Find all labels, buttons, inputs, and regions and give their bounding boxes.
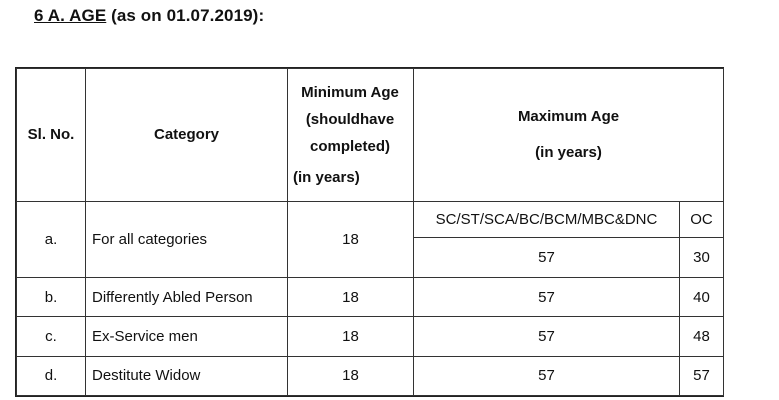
row-sl: b. [17,278,86,317]
header-min-age-line1: Minimum Age [301,83,399,101]
header-minimum-age [288,69,414,202]
header-min-age-unit: (in years) [293,168,360,186]
row-category: Destitute Widow [86,356,288,395]
table-row [17,317,724,356]
date-note: (as on 01.07.2019): [111,6,265,25]
header-min-age-line2: (shouldhave [305,110,395,128]
row-min-age: 18 [288,201,414,277]
row-category: Ex-Service men [86,317,288,356]
row-max-reserved: 57 [414,356,680,395]
row-max-oc: 57 [680,356,724,395]
row-min-age: 18 [288,317,414,356]
age-limit-table [16,68,724,396]
row-min-age: 18 [288,278,414,317]
section-title: 6 A. AGE [34,6,107,25]
row-max-oc: 30 [680,238,724,278]
row-max-reserved: 57 [414,238,680,278]
row-sl: a. [17,201,86,277]
row-category: Differently Abled Person [86,278,288,317]
row-max-oc: 40 [680,278,724,317]
subheader-oc: OC [680,201,724,237]
row-max-reserved: 57 [414,278,680,317]
header-max-age-title: Maximum Age [517,107,620,125]
table-row [17,278,724,317]
subheader-reserved-categories: SC/ST/SCA/BC/BCM/MBC&DNC [414,201,680,237]
row-min-age: 18 [288,356,414,395]
row-sl: d. [17,356,86,395]
header-sl-no: Sl. No. [17,69,86,202]
header-row [17,69,724,202]
row-category: For all categories [86,201,288,277]
header-max-age-unit: (in years) [535,143,602,161]
row-max-oc: 48 [680,317,724,356]
table-row [17,356,724,395]
header-min-age-line3: completed) [309,137,390,155]
header-category: Category [86,69,288,202]
header-maximum-age [414,69,724,202]
section-heading [34,6,264,26]
table-row [17,201,724,237]
row-sl: c. [17,317,86,356]
row-max-reserved: 57 [414,317,680,356]
age-table-container [15,67,724,397]
